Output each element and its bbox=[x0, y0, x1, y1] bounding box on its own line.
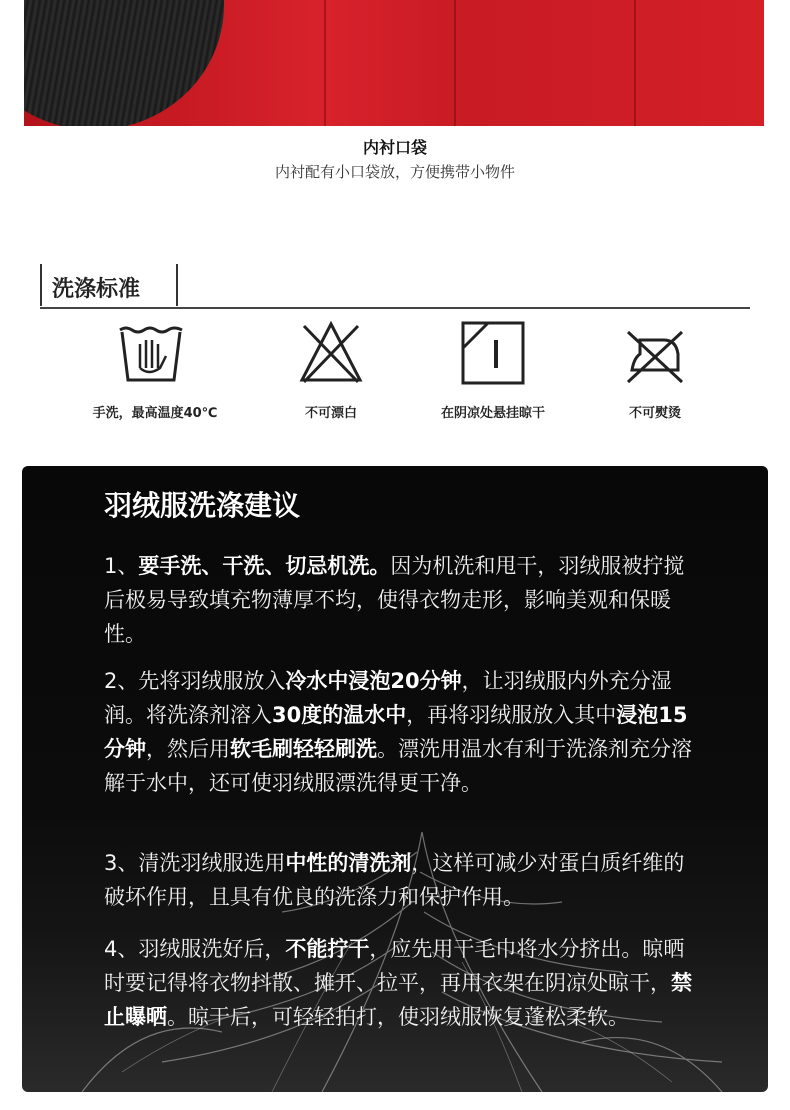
no-bleach-icon bbox=[296, 318, 366, 388]
text: ，让羽绒服内外充分湿润。将洗涤剂溶入 bbox=[104, 669, 672, 727]
emphasis: 浸泡15分钟 bbox=[104, 703, 688, 761]
caption-subtitle: 内衬配有小口袋放，方便携带小物件 bbox=[274, 163, 515, 181]
text: ，再将羽绒服放入其中 bbox=[406, 703, 617, 727]
no-bleach-label: 不可漂白 bbox=[304, 406, 357, 421]
product-photo-lining bbox=[24, 0, 764, 126]
wash-section-title: 洗涤标准 bbox=[52, 277, 141, 302]
text: 3、清洗羽绒服选用 bbox=[104, 851, 286, 875]
text: ，应先用干毛巾将水分挤出。晾晒时要记得将衣物抖散、摊开、拉平，再用衣架在阴凉处晾干， bbox=[104, 937, 685, 995]
hand-wash-icon bbox=[116, 318, 186, 388]
section-divider bbox=[40, 307, 750, 309]
text: 。漂洗用温水有利于洗涤剂充分溶解于水中，还可使羽绒服漂洗得更干净。 bbox=[104, 737, 692, 795]
emphasis: 要手洗、干洗、切忌机洗。 bbox=[138, 554, 391, 578]
emphasis: 不能拧干 bbox=[285, 937, 370, 961]
text: 。晾干后，可轻轻拍打，使羽绒服恢复蓬松柔软。 bbox=[167, 1005, 629, 1029]
line-dry-shade-label: 在阴凉处悬挂晾干 bbox=[440, 406, 545, 421]
advice-paragraph-3 bbox=[104, 846, 694, 914]
washing-advice-panel bbox=[22, 466, 768, 1092]
emphasis: 中性的清洗剂 bbox=[285, 851, 412, 875]
text: ，然后用 bbox=[146, 737, 230, 761]
knit-cuff bbox=[24, 0, 224, 126]
line-dry-shade-icon bbox=[458, 318, 528, 388]
text: 因为机洗和甩干，羽绒服被拧搅后极易导致填充物薄厚不均，使得衣物走形，影响美观和保暖性。 bbox=[104, 554, 685, 646]
text: 1、 bbox=[104, 554, 139, 578]
seam bbox=[634, 0, 636, 126]
emphasis: 30度的温水中 bbox=[272, 703, 407, 727]
emphasis: 软毛刷轻轻刷洗 bbox=[230, 737, 377, 761]
advice-title: 羽绒服洗涤建议 bbox=[104, 489, 301, 522]
seam bbox=[454, 0, 456, 126]
no-iron-label: 不可熨烫 bbox=[628, 406, 681, 421]
advice-paragraph-1 bbox=[104, 549, 694, 651]
emphasis: 冷水中浸泡20分钟 bbox=[285, 669, 462, 693]
text: 4、羽绒服洗好后， bbox=[104, 937, 286, 961]
text: ，这样可减少对蛋白质纤维的破坏作用，且具有优良的洗涤力和保护作用。 bbox=[104, 851, 685, 909]
hand-wash-label: 手洗，最高温度40℃ bbox=[92, 406, 218, 421]
no-iron-icon bbox=[620, 318, 690, 388]
advice-paragraph-2 bbox=[104, 664, 694, 800]
emphasis: 禁止曝晒 bbox=[104, 971, 692, 1029]
caption-title: 内衬口袋 bbox=[362, 138, 427, 157]
advice-paragraph-4 bbox=[104, 932, 694, 1034]
seam bbox=[324, 0, 326, 126]
text: 2、先将羽绒服放入 bbox=[104, 669, 286, 693]
